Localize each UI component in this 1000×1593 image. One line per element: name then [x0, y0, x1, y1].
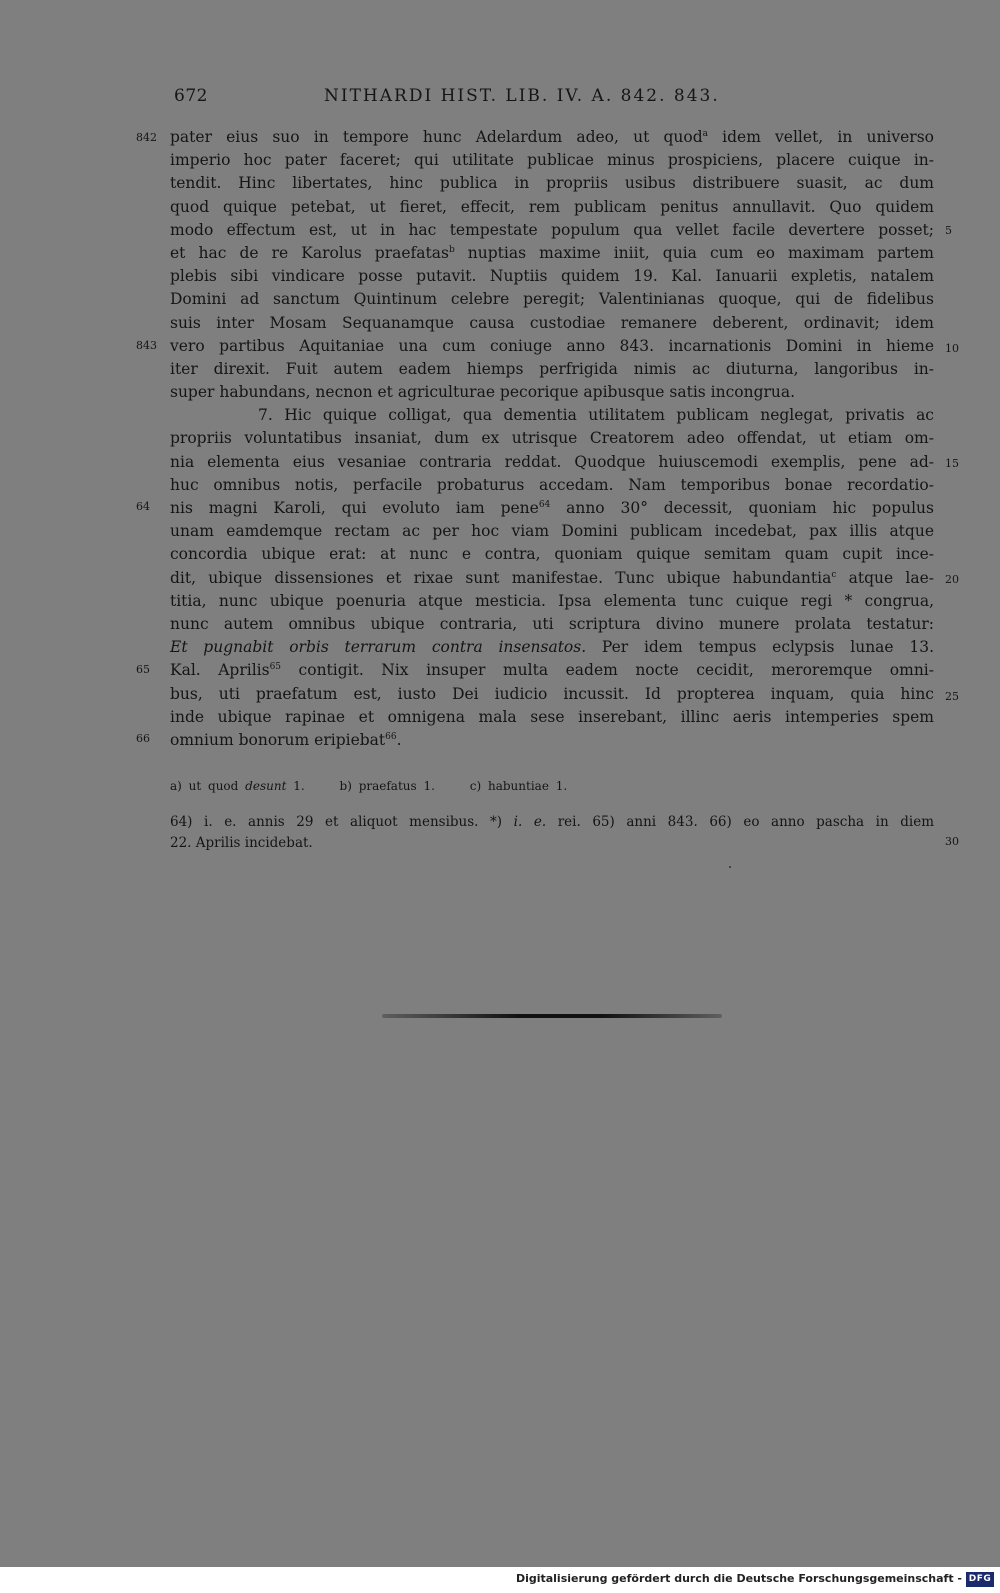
- text-line: nunc autem omnibus ubique contraria, uti scriptura divino munere prolata testatur:: [170, 614, 934, 633]
- text-line: bus, uti praefatum est, iusto Dei iudicio incussit. Id propterea inquam, quia hinc: [170, 684, 934, 703]
- running-title: NITHARDI HIST. LIB. IV. A. 842. 843.: [324, 86, 720, 106]
- margin-year-843: 843: [136, 339, 157, 352]
- digitization-footer: [0, 1567, 1000, 1593]
- margin-year-842: 842: [136, 131, 157, 144]
- text-line: modo effectum est, ut in hac tempestate populum qua vellet facile devertere posset;: [170, 220, 934, 239]
- text-line: propriis voluntatibus insaniat, dum ex utrisque Creatorem adeo offendat, ut etiam om-: [170, 429, 934, 448]
- textual-variants: [170, 779, 567, 793]
- line-number-10: 10: [945, 342, 959, 355]
- text-line: Et pugnabit orbis terrarum contra insensatos. Per idem tempus eclypsis lunae 13.: [170, 638, 934, 657]
- text-line: et hac de re Karolus praefatas$^b$ nuptias maxime iniit, quia cum eo maximam partem: [170, 243, 934, 262]
- bible-quote: Et pugnabit orbis terrarum contra insensatos.: [170, 638, 587, 657]
- text-line: huc omnibus notis, perfacile probaturus accedam. Nam temporibus bonae recordatio-: [170, 475, 934, 494]
- variant-a: a) ut quod desunt 1.: [170, 779, 305, 793]
- end-rule: [382, 1014, 722, 1018]
- page-header: [174, 86, 774, 114]
- dfg-logo: DFG: [966, 1572, 994, 1587]
- line-number-20: 20: [945, 573, 959, 586]
- main-text: [170, 126, 934, 752]
- text-line: inde ubique rapinae et omnigena mala sese inserebant, illinc aeris intemperies spem: [170, 707, 934, 726]
- text-line: 7. Hic quique colligat, qua dementia utilitatem publicam neglegat, privatis ac: [258, 406, 934, 425]
- margin-note-65: 65: [136, 663, 150, 676]
- text-line: suis inter Mosam Sequanamque causa custodiae remanere deberent, ordinavit; idem: [170, 313, 934, 332]
- text-line: nis magni Karoli, qui evoluto iam pene$^{64}$ anno 30° decessit, quoniam hic populus: [170, 499, 934, 517]
- text-line: unam eamdemque rectam ac per hoc viam Domini publicam incedebat, pax illis atque: [170, 522, 934, 541]
- text-line: Kal. Aprilis$^{65}$ contigit. Nix insuper multa eadem nocte cecidit, meroremque omni-: [170, 661, 934, 680]
- funding-credit: Digitalisierung gefördert durch die Deutsche Forschungsgemeinschaft -: [515, 1572, 962, 1585]
- line-number-25: 25: [945, 690, 959, 703]
- variant-c: c) habuntiae 1.: [469, 779, 568, 793]
- text-line: dit, ubique dissensiones et rixae sunt manifestae. Tunc ubique habundantia$^c$ atque lae-: [170, 568, 935, 587]
- text-line: vero partibus Aquitaniae una cum coniuge anno 843. incarnationis Domini in hieme: [170, 336, 934, 355]
- line-number-15: 15: [945, 457, 959, 470]
- text-line: super habundans, necnon et agriculturae pecorique apibusque satis incongrua.: [170, 383, 796, 402]
- footnote-line: 22. Aprilis incidebat.: [170, 835, 313, 851]
- text-line: imperio hoc pater faceret; qui utilitate publicae minus prospiciens, placere cuique in-: [170, 151, 934, 170]
- text-line: quod quique petebat, ut fieret, effecit, rem publicam penitus annullavit. Quo quidem: [170, 197, 934, 216]
- footnotes: [170, 812, 934, 854]
- footnote-line: 64) i. e. annis 29 et aliquot mensibus. *) i. e. rei. 65) anni 843. 66) eo anno pascha in diem: [170, 814, 934, 830]
- variant-b: b) praefatus 1.: [339, 779, 435, 793]
- margin-note-64: 64: [136, 500, 150, 513]
- text-line: nia elementa eius vesaniae contraria reddat. Quodque huiuscemodi exemplis, pene ad-: [170, 452, 934, 471]
- text-line: pater eius suo in tempore hunc Adelardum adeo, ut quod$^a$ idem vellet, in universo: [170, 128, 935, 146]
- text-line: plebis sibi vindicare posse putavit. Nuptiis quidem 19. Kal. Ianuarii expletis, natalem: [170, 267, 934, 286]
- scan-speck: [729, 866, 731, 868]
- text-line: concordia ubique erat: at nunc e contra, quoniam quique semitam quam cupit ince-: [170, 545, 934, 564]
- text-line: iter direxit. Fuit autem eadem hiemps perfrigida nimis ac diuturna, langoribus in-: [170, 359, 934, 378]
- text-line: tendit. Hinc libertates, hinc publica in propriis usibus distribuere suasit, ac dum: [170, 174, 934, 193]
- text-line: Domini ad sanctum Quintinum celebre peregit; Valentinianas quoque, qui de fidelibus: [170, 290, 934, 309]
- line-number-5: 5: [945, 224, 952, 237]
- text-line: titia, nunc ubique poenuria atque mesticia. Ipsa elementa tunc cuique regi * congrua,: [170, 591, 934, 610]
- margin-note-66: 66: [136, 732, 150, 745]
- page-number: 672: [174, 86, 208, 106]
- line-number-30: 30: [945, 835, 959, 848]
- text-line: omnium bonorum eripiebat$^{66}$.: [170, 730, 402, 749]
